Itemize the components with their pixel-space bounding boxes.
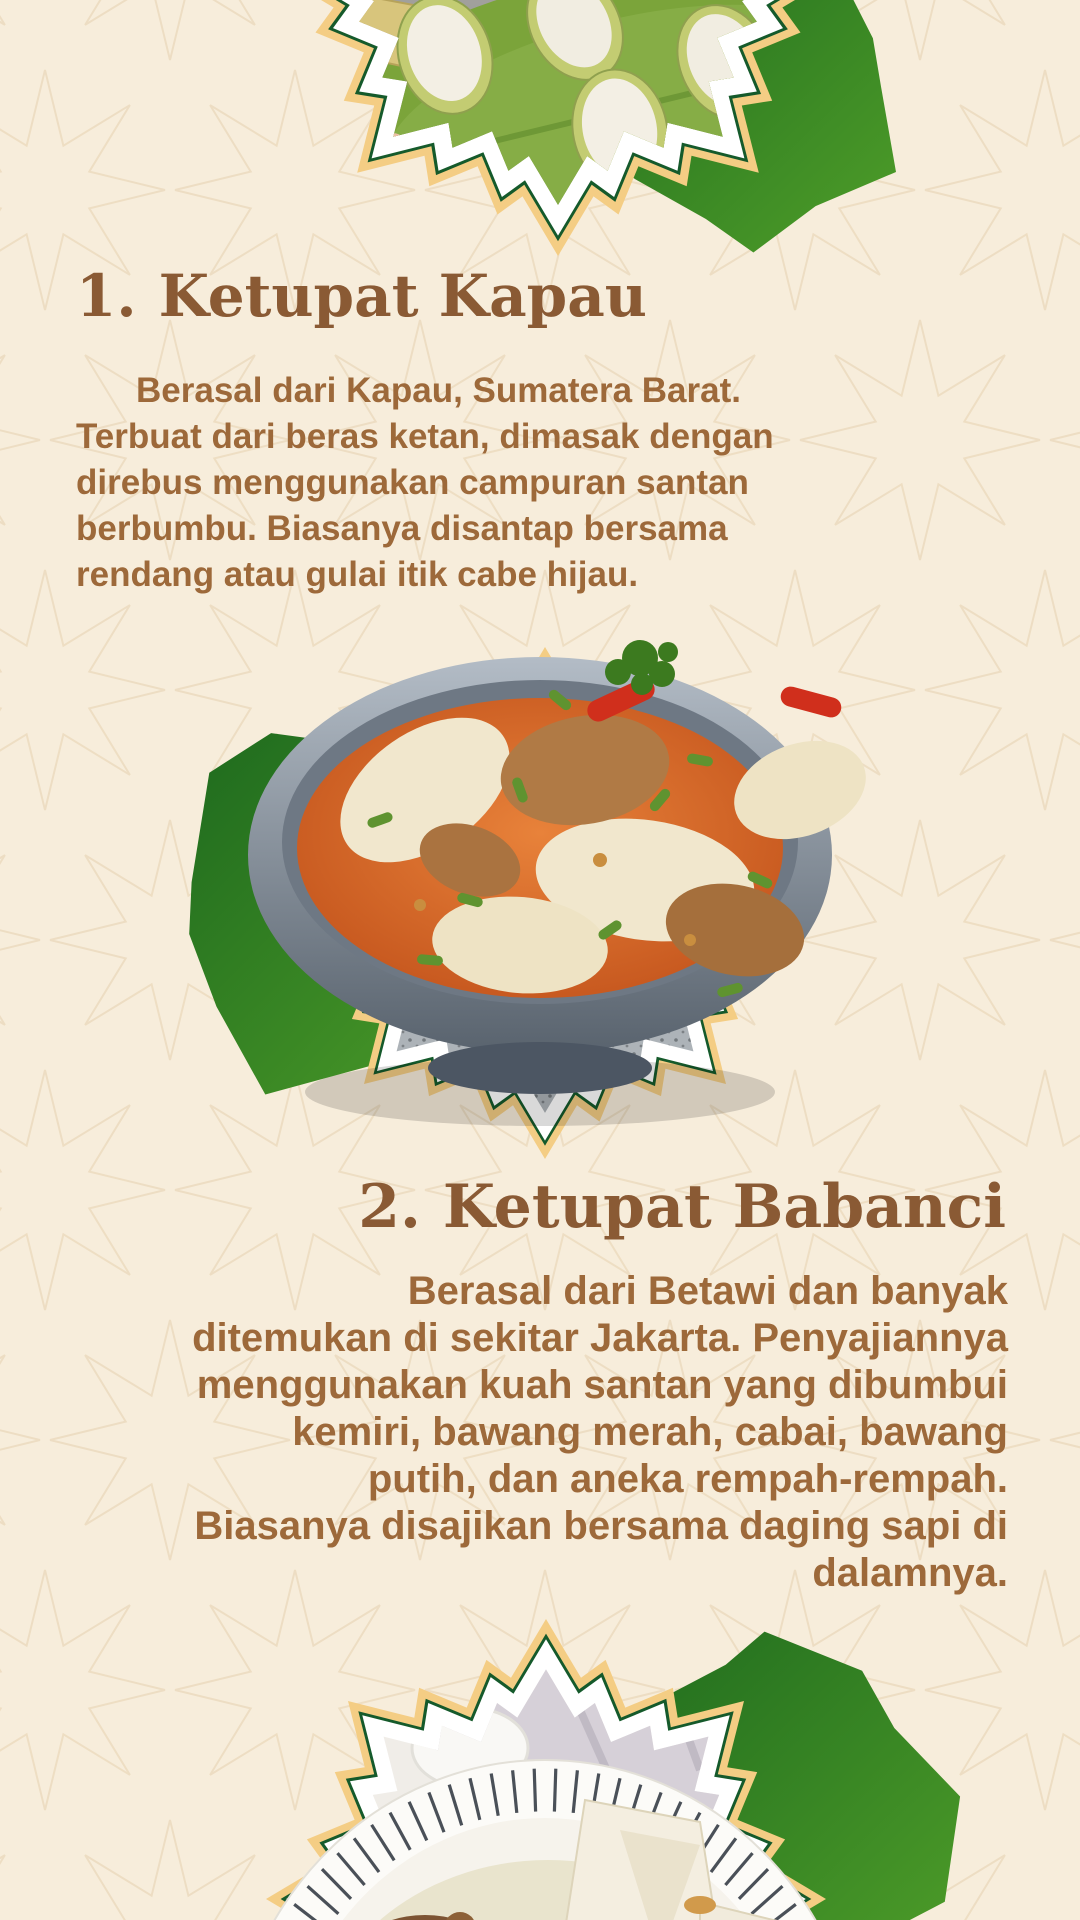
body-line: berbumbu. Biasanya disantap bersama [76,509,728,548]
body-line: Biasanya disajikan bersama daging sapi di [194,1504,1008,1548]
body-line: direbus menggunakan campuran santan [76,463,749,502]
body-line: Berasal dari Kapau, Sumatera Barat. [136,371,741,410]
body-line: Terbuat dari beras ketan, dimasak dengan [76,417,774,456]
middle-photo-section [189,640,879,1180]
body-line: Berasal dari Betawi dan banyak [407,1269,1008,1313]
body-line: kemiri, bawang merah, cabai, bawang [292,1410,1008,1454]
body-line: dalamnya. [812,1551,1008,1595]
section-2-number: 2. [358,1172,421,1242]
section-2-description [192,1268,1008,1597]
body-line: rendang atau gulai itik cabe hijau. [76,555,639,594]
section-1-title: Ketupat Kapau [158,262,647,330]
section-2-heading [358,1172,1006,1242]
body-line: putih, dan aneka rempah-rempah. [367,1457,1008,1501]
section-1-description [76,368,774,598]
section-2-title: Ketupat Babanci [442,1172,1006,1242]
section-1-number: 1. [76,262,137,330]
body-line: ditemukan di sekitar Jakarta. Penyajiannya [192,1316,1008,1360]
body-line: menggunakan kuah santan yang dibumbui [196,1363,1008,1407]
section-1-heading [76,262,647,330]
